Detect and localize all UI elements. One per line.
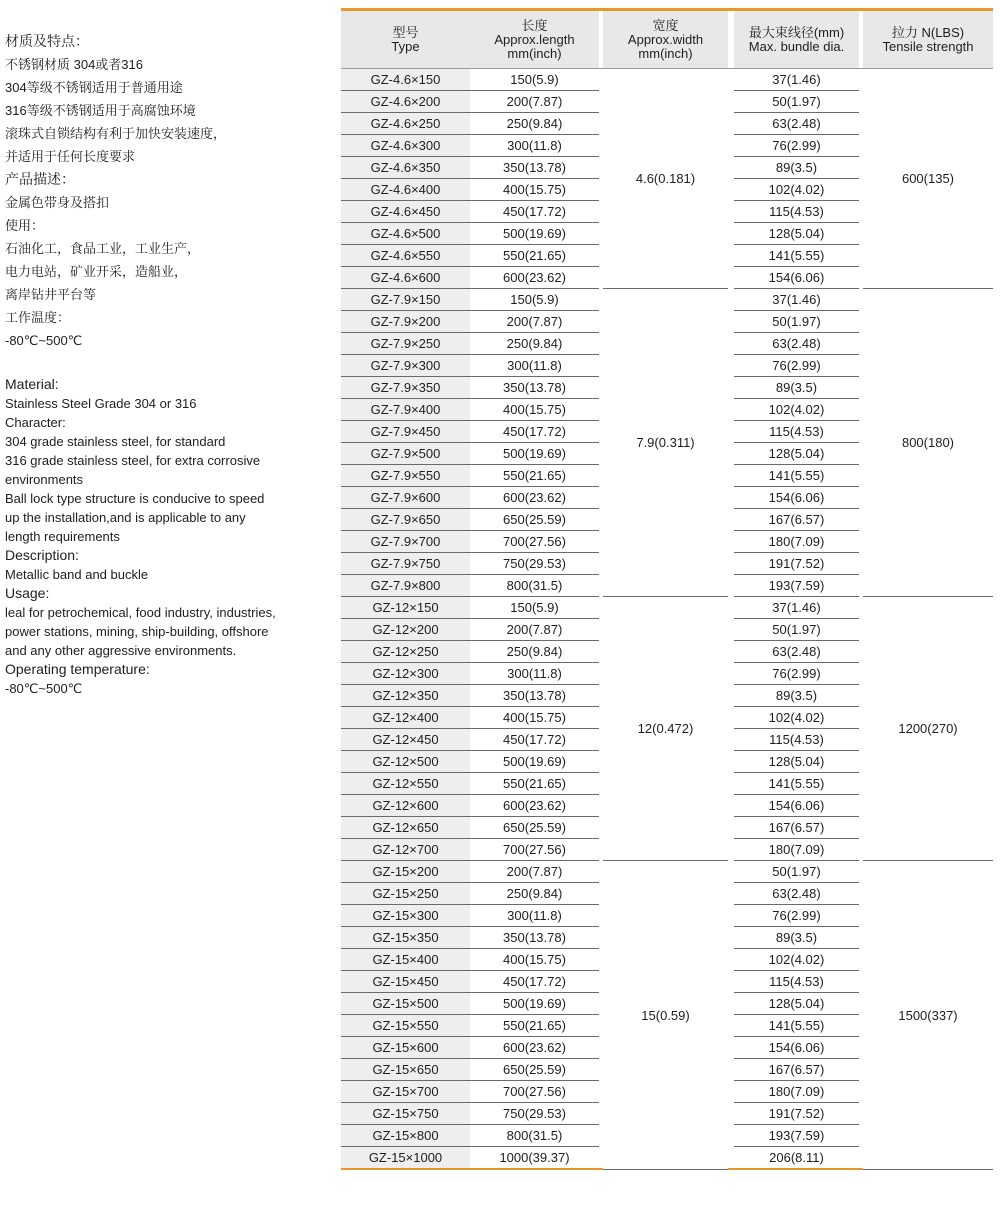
cell-bundle-dia: 63(2.48) — [734, 641, 859, 663]
cn-text-line: 石油化工，食品工业，工业生产， — [5, 241, 201, 256]
en-text-line: up the installation,and is applicable to any — [5, 510, 246, 525]
cell-type: GZ-7.9×350 — [341, 377, 470, 399]
cell-bundle-dia: 115(4.53) — [734, 971, 859, 993]
en-section-heading: Description: — [5, 547, 79, 563]
cell-bundle-dia: 128(5.04) — [734, 751, 859, 773]
cell-type: GZ-7.9×400 — [341, 399, 470, 421]
cell-bundle-dia: 76(2.99) — [734, 135, 859, 157]
en-section-heading: Material: — [5, 376, 59, 392]
cell-length: 400(15.75) — [470, 949, 599, 971]
cn-text-line: 不锈钢材质 304或者316 — [5, 57, 143, 72]
cell-bundle-dia: 167(6.57) — [734, 817, 859, 839]
cell-length: 600(23.62) — [470, 1037, 599, 1059]
cell-length: 1000(39.37) — [470, 1147, 599, 1170]
en-section-heading: Usage: — [5, 585, 50, 601]
cell-type: GZ-15×550 — [341, 1015, 470, 1037]
cell-type: GZ-12×600 — [341, 795, 470, 817]
cell-length: 500(19.69) — [470, 223, 599, 245]
cell-type: GZ-12×250 — [341, 641, 470, 663]
cell-length: 450(17.72) — [470, 729, 599, 751]
cell-length: 150(5.9) — [470, 69, 599, 91]
cell-type: GZ-15×700 — [341, 1081, 470, 1103]
cell-length: 250(9.84) — [470, 883, 599, 905]
cell-length: 450(17.72) — [470, 201, 599, 223]
cell-bundle-dia: 154(6.06) — [734, 1037, 859, 1059]
cell-type: GZ-15×500 — [341, 993, 470, 1015]
cell-width: 12(0.472) — [603, 597, 728, 861]
cell-bundle-dia: 191(7.52) — [734, 1103, 859, 1125]
cell-bundle-dia: 37(1.46) — [734, 289, 859, 311]
cell-length: 400(15.75) — [470, 707, 599, 729]
cell-bundle-dia: 193(7.59) — [734, 1125, 859, 1147]
cell-type: GZ-4.6×350 — [341, 157, 470, 179]
cell-bundle-dia: 128(5.04) — [734, 223, 859, 245]
cell-type: GZ-12×400 — [341, 707, 470, 729]
cell-type: GZ-4.6×200 — [341, 91, 470, 113]
cell-length: 200(7.87) — [470, 91, 599, 113]
cn-text-line: -80℃~500℃ — [5, 333, 83, 348]
cell-bundle-dia: 115(4.53) — [734, 421, 859, 443]
en-text-line: 316 grade stainless steel, for extra corrosive — [5, 453, 261, 468]
cell-bundle-dia: 89(3.5) — [734, 927, 859, 949]
cell-length: 300(11.8) — [470, 905, 599, 927]
cell-length: 550(21.65) — [470, 245, 599, 267]
cell-bundle-dia: 141(5.55) — [734, 245, 859, 267]
cell-type: GZ-15×800 — [341, 1125, 470, 1147]
cell-type: GZ-15×350 — [341, 927, 470, 949]
cell-type: GZ-12×350 — [341, 685, 470, 707]
cell-bundle-dia: 37(1.46) — [734, 69, 859, 91]
cell-bundle-dia: 50(1.97) — [734, 91, 859, 113]
cell-bundle-dia: 115(4.53) — [734, 201, 859, 223]
cell-type: GZ-12×700 — [341, 839, 470, 861]
cell-type: GZ-15×450 — [341, 971, 470, 993]
cell-bundle-dia: 89(3.5) — [734, 685, 859, 707]
cell-width: 15(0.59) — [603, 861, 728, 1170]
cell-length: 650(25.59) — [470, 1059, 599, 1081]
en-text-line: power stations, mining, ship-building, offshore — [5, 624, 269, 639]
cell-length: 300(11.8) — [470, 355, 599, 377]
header-length: 长度 Approx.length mm(inch) — [470, 8, 599, 69]
cell-length: 200(7.87) — [470, 619, 599, 641]
cell-bundle-dia: 128(5.04) — [734, 993, 859, 1015]
cell-type: GZ-4.6×400 — [341, 179, 470, 201]
cell-length: 200(7.87) — [470, 861, 599, 883]
cell-type: GZ-15×1000 — [341, 1147, 470, 1170]
cell-type: GZ-4.6×450 — [341, 201, 470, 223]
header-width: 宽度 Approx.width mm(inch) — [603, 8, 728, 69]
cn-text-line: 产品描述： — [5, 171, 75, 187]
cell-bundle-dia: 102(4.02) — [734, 399, 859, 421]
cell-length: 500(19.69) — [470, 993, 599, 1015]
cell-length: 600(23.62) — [470, 267, 599, 289]
cell-bundle-dia: 180(7.09) — [734, 839, 859, 861]
cn-text-line: 304等级不锈钢适用于普通用途 — [5, 80, 183, 95]
cell-type: GZ-15×200 — [341, 861, 470, 883]
cell-bundle-dia: 89(3.5) — [734, 157, 859, 179]
cell-length: 550(21.65) — [470, 773, 599, 795]
en-text-line: leal for petrochemical, food industry, industries, — [5, 605, 276, 620]
cell-length: 300(11.8) — [470, 135, 599, 157]
cell-length: 750(29.53) — [470, 1103, 599, 1125]
en-section-heading: Operating temperature: — [5, 661, 150, 677]
cell-type: GZ-12×550 — [341, 773, 470, 795]
cell-type: GZ-7.9×450 — [341, 421, 470, 443]
cell-type: GZ-4.6×550 — [341, 245, 470, 267]
cell-type: GZ-7.9×150 — [341, 289, 470, 311]
cell-bundle-dia: 50(1.97) — [734, 861, 859, 883]
cell-length: 450(17.72) — [470, 971, 599, 993]
cell-type: GZ-4.6×250 — [341, 113, 470, 135]
cn-text-line: 金属色带身及搭扣 — [5, 195, 110, 210]
en-text-line: Ball lock type structure is conducive to speed — [5, 491, 265, 506]
header-tensile: 拉力 N(LBS) Tensile strength — [863, 8, 993, 69]
cell-length: 450(17.72) — [470, 421, 599, 443]
cell-type: GZ-15×650 — [341, 1059, 470, 1081]
cell-bundle-dia: 50(1.97) — [734, 619, 859, 641]
cell-bundle-dia: 167(6.57) — [734, 509, 859, 531]
cell-length: 400(15.75) — [470, 399, 599, 421]
cell-length: 250(9.84) — [470, 113, 599, 135]
cell-type: GZ-12×450 — [341, 729, 470, 751]
cell-type: GZ-7.9×200 — [341, 311, 470, 333]
cell-length: 250(9.84) — [470, 333, 599, 355]
cell-bundle-dia: 141(5.55) — [734, 1015, 859, 1037]
chinese-description — [5, 30, 305, 352]
cell-tensile: 600(135) — [863, 69, 993, 289]
cell-bundle-dia: 128(5.04) — [734, 443, 859, 465]
cell-type: GZ-12×650 — [341, 817, 470, 839]
en-text-line: environments — [5, 472, 84, 487]
table-header — [341, 8, 993, 69]
cell-tensile: 1500(337) — [863, 861, 993, 1170]
table-row — [341, 597, 993, 619]
cell-bundle-dia: 76(2.99) — [734, 355, 859, 377]
cell-type: GZ-12×500 — [341, 751, 470, 773]
cell-length: 250(9.84) — [470, 641, 599, 663]
cell-length: 300(11.8) — [470, 663, 599, 685]
cell-length: 500(19.69) — [470, 443, 599, 465]
cell-bundle-dia: 206(8.11) — [734, 1147, 859, 1170]
cn-text-line: 电力电站，矿业开采，造船业， — [5, 264, 188, 279]
cell-bundle-dia: 141(5.55) — [734, 465, 859, 487]
cn-text-line: 离岸钻井平台等 — [5, 287, 97, 302]
cell-width: 4.6(0.181) — [603, 69, 728, 289]
cell-type: GZ-15×400 — [341, 949, 470, 971]
cell-width: 7.9(0.311) — [603, 289, 728, 597]
cn-text-line: 工作温度： — [5, 310, 71, 325]
cell-length: 350(13.78) — [470, 927, 599, 949]
cell-type: GZ-4.6×150 — [341, 69, 470, 91]
cell-length: 800(31.5) — [470, 1125, 599, 1147]
cell-bundle-dia: 167(6.57) — [734, 1059, 859, 1081]
en-text-line: Stainless Steel Grade 304 or 316 — [5, 396, 197, 411]
cell-length: 550(21.65) — [470, 465, 599, 487]
cn-text-line: 滚珠式自锁结构有利于加快安装速度， — [5, 126, 227, 141]
cell-type: GZ-7.9×300 — [341, 355, 470, 377]
cn-text-line: 使用： — [5, 218, 45, 233]
cell-length: 650(25.59) — [470, 509, 599, 531]
cell-length: 150(5.9) — [470, 289, 599, 311]
cell-bundle-dia: 115(4.53) — [734, 729, 859, 751]
cell-length: 200(7.87) — [470, 311, 599, 333]
cell-type: GZ-7.9×550 — [341, 465, 470, 487]
cell-type: GZ-7.9×650 — [341, 509, 470, 531]
en-text-line: -80℃~500℃ — [5, 681, 83, 696]
cell-type: GZ-15×300 — [341, 905, 470, 927]
cell-bundle-dia: 63(2.48) — [734, 113, 859, 135]
cell-length: 400(15.75) — [470, 179, 599, 201]
cell-bundle-dia: 191(7.52) — [734, 553, 859, 575]
cell-tensile: 800(180) — [863, 289, 993, 597]
cell-length: 350(13.78) — [470, 685, 599, 707]
cell-bundle-dia: 154(6.06) — [734, 487, 859, 509]
cn-text-line: 316等级不锈钢适用于高腐蚀环境 — [5, 103, 196, 118]
cell-type: GZ-15×750 — [341, 1103, 470, 1125]
cell-length: 600(23.62) — [470, 487, 599, 509]
product-description — [5, 30, 305, 698]
cell-bundle-dia: 154(6.06) — [734, 267, 859, 289]
cell-bundle-dia: 154(6.06) — [734, 795, 859, 817]
cell-bundle-dia: 50(1.97) — [734, 311, 859, 333]
cell-length: 550(21.65) — [470, 1015, 599, 1037]
en-text-line: 304 grade stainless steel, for standard — [5, 434, 226, 449]
en-text-line: length requirements — [5, 529, 120, 544]
en-text-line: and any other aggressive environments. — [5, 643, 237, 658]
cell-type: GZ-12×300 — [341, 663, 470, 685]
table-row — [341, 289, 993, 311]
cell-length: 150(5.9) — [470, 597, 599, 619]
header-bundle-dia: 最大束线径(mm) Max. bundle dia. — [734, 8, 859, 69]
cell-bundle-dia: 63(2.48) — [734, 883, 859, 905]
cell-bundle-dia: 102(4.02) — [734, 179, 859, 201]
cell-length: 800(31.5) — [470, 575, 599, 597]
en-text-line: Metallic band and buckle — [5, 567, 149, 582]
table-row — [341, 861, 993, 883]
cn-text-line: 材质及特点： — [5, 33, 89, 49]
cell-type: GZ-4.6×600 — [341, 267, 470, 289]
cell-length: 700(27.56) — [470, 1081, 599, 1103]
header-type: 型号 Type — [341, 8, 470, 69]
cell-bundle-dia: 141(5.55) — [734, 773, 859, 795]
table-row — [341, 69, 993, 91]
cell-type: GZ-7.9×500 — [341, 443, 470, 465]
cell-type: GZ-7.9×600 — [341, 487, 470, 509]
cell-type: GZ-7.9×750 — [341, 553, 470, 575]
cell-bundle-dia: 102(4.02) — [734, 707, 859, 729]
cell-type: GZ-15×600 — [341, 1037, 470, 1059]
cell-length: 600(23.62) — [470, 795, 599, 817]
cell-length: 700(27.56) — [470, 531, 599, 553]
cell-type: GZ-15×250 — [341, 883, 470, 905]
cell-bundle-dia: 63(2.48) — [734, 333, 859, 355]
cell-bundle-dia: 76(2.99) — [734, 905, 859, 927]
cell-bundle-dia: 76(2.99) — [734, 663, 859, 685]
english-description — [5, 375, 305, 698]
cell-type: GZ-4.6×500 — [341, 223, 470, 245]
cell-bundle-dia: 37(1.46) — [734, 597, 859, 619]
cell-type: GZ-12×150 — [341, 597, 470, 619]
cell-type: GZ-4.6×300 — [341, 135, 470, 157]
en-text-line: Character: — [5, 415, 66, 430]
cell-bundle-dia: 180(7.09) — [734, 1081, 859, 1103]
cell-length: 500(19.69) — [470, 751, 599, 773]
cell-length: 700(27.56) — [470, 839, 599, 861]
cell-tensile: 1200(270) — [863, 597, 993, 861]
cell-length: 350(13.78) — [470, 377, 599, 399]
cell-type: GZ-7.9×700 — [341, 531, 470, 553]
cell-bundle-dia: 89(3.5) — [734, 377, 859, 399]
cell-bundle-dia: 102(4.02) — [734, 949, 859, 971]
cell-type: GZ-7.9×250 — [341, 333, 470, 355]
cell-length: 750(29.53) — [470, 553, 599, 575]
cell-length: 650(25.59) — [470, 817, 599, 839]
cn-text-line: 并适用于任何长度要求 — [5, 149, 136, 164]
cell-bundle-dia: 180(7.09) — [734, 531, 859, 553]
cell-type: GZ-12×200 — [341, 619, 470, 641]
cell-length: 350(13.78) — [470, 157, 599, 179]
spec-table — [341, 8, 993, 1170]
cell-bundle-dia: 193(7.59) — [734, 575, 859, 597]
cell-type: GZ-7.9×800 — [341, 575, 470, 597]
